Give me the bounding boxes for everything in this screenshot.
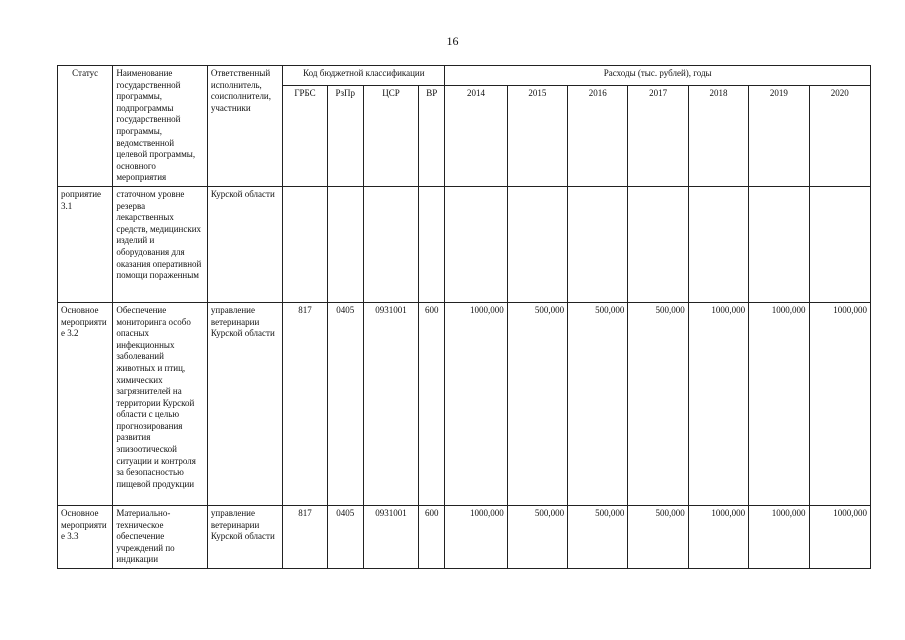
row-responsible: управление ветеринарии Курской области <box>207 505 282 568</box>
row-grbs: 817 <box>283 302 327 505</box>
row-status: Основное мероприятие 3.3 <box>58 505 113 568</box>
header-budget-code: Код бюджетной классификации <box>283 66 445 86</box>
row-value <box>507 186 567 302</box>
row-value: 500,000 <box>507 302 567 505</box>
header-year: 2019 <box>749 85 809 186</box>
row-csr: 0931001 <box>363 505 418 568</box>
row-rzpr: 0405 <box>327 302 363 505</box>
row-value <box>628 186 688 302</box>
row-grbs: 817 <box>283 505 327 568</box>
row-value: 1000,000 <box>809 302 871 505</box>
row-value: 1000,000 <box>749 302 809 505</box>
row-value <box>445 186 507 302</box>
row-value: 1000,000 <box>445 505 507 568</box>
row-program-name: статочном уровне резерва лекарственных средств, медицинских изделий и оборудования для оказания оперативной помощи пораженным <box>113 186 208 302</box>
row-value: 500,000 <box>568 505 628 568</box>
header-csr: ЦСР <box>363 85 418 186</box>
row-value: 1000,000 <box>445 302 507 505</box>
row-status: роприятие 3.1 <box>58 186 113 302</box>
row-responsible: управление ветеринарии Курской области <box>207 302 282 505</box>
table-row <box>58 186 871 302</box>
row-value <box>688 186 748 302</box>
header-year: 2014 <box>445 85 507 186</box>
row-grbs <box>283 186 327 302</box>
row-value: 1000,000 <box>688 505 748 568</box>
row-status: Основное мероприятие 3.2 <box>58 302 113 505</box>
table-row <box>58 302 871 505</box>
header-responsible: Ответственный исполнитель, соисполнители, участники <box>207 66 282 187</box>
row-rzpr <box>327 186 363 302</box>
row-program-name: Материально-техническое обеспечение учреждений по индикации <box>113 505 208 568</box>
row-value <box>568 186 628 302</box>
page-number: 16 <box>446 34 459 48</box>
row-value: 1000,000 <box>688 302 748 505</box>
row-vr: 600 <box>419 302 445 505</box>
row-csr: 0931001 <box>363 302 418 505</box>
row-responsible: Курской области <box>207 186 282 302</box>
row-value: 1000,000 <box>809 505 871 568</box>
row-vr: 600 <box>419 505 445 568</box>
row-program-name: Обеспечение мониторинга особо опасных инфекционных заболеваний животных и птиц, химических загрязнителей на территории Курской области с целью прогнозирования развития эпизоотической ситуации и контроля за безопасностью пищевой продукции <box>113 302 208 505</box>
row-value: 500,000 <box>507 505 567 568</box>
header-program-name: Наименование государственной программы, подпрограммы государственной программы, ведомственной целевой программы, основного мероприятия <box>113 66 208 187</box>
header-year: 2018 <box>688 85 748 186</box>
row-value: 500,000 <box>628 302 688 505</box>
budget-table <box>57 65 871 569</box>
header-year: 2020 <box>809 85 871 186</box>
table-row <box>58 505 871 568</box>
row-value <box>809 186 871 302</box>
row-value <box>749 186 809 302</box>
header-status: Статус <box>58 66 113 187</box>
header-year: 2016 <box>568 85 628 186</box>
header-expenses: Расходы (тыс. рублей), годы <box>445 66 871 86</box>
header-year: 2015 <box>507 85 567 186</box>
row-rzpr: 0405 <box>327 505 363 568</box>
row-value: 500,000 <box>628 505 688 568</box>
header-rzpr: РзПр <box>327 85 363 186</box>
header-vr: ВР <box>419 85 445 186</box>
row-value: 1000,000 <box>749 505 809 568</box>
header-grbs: ГРБС <box>283 85 327 186</box>
row-value: 500,000 <box>568 302 628 505</box>
header-year: 2017 <box>628 85 688 186</box>
row-vr <box>419 186 445 302</box>
row-csr <box>363 186 418 302</box>
